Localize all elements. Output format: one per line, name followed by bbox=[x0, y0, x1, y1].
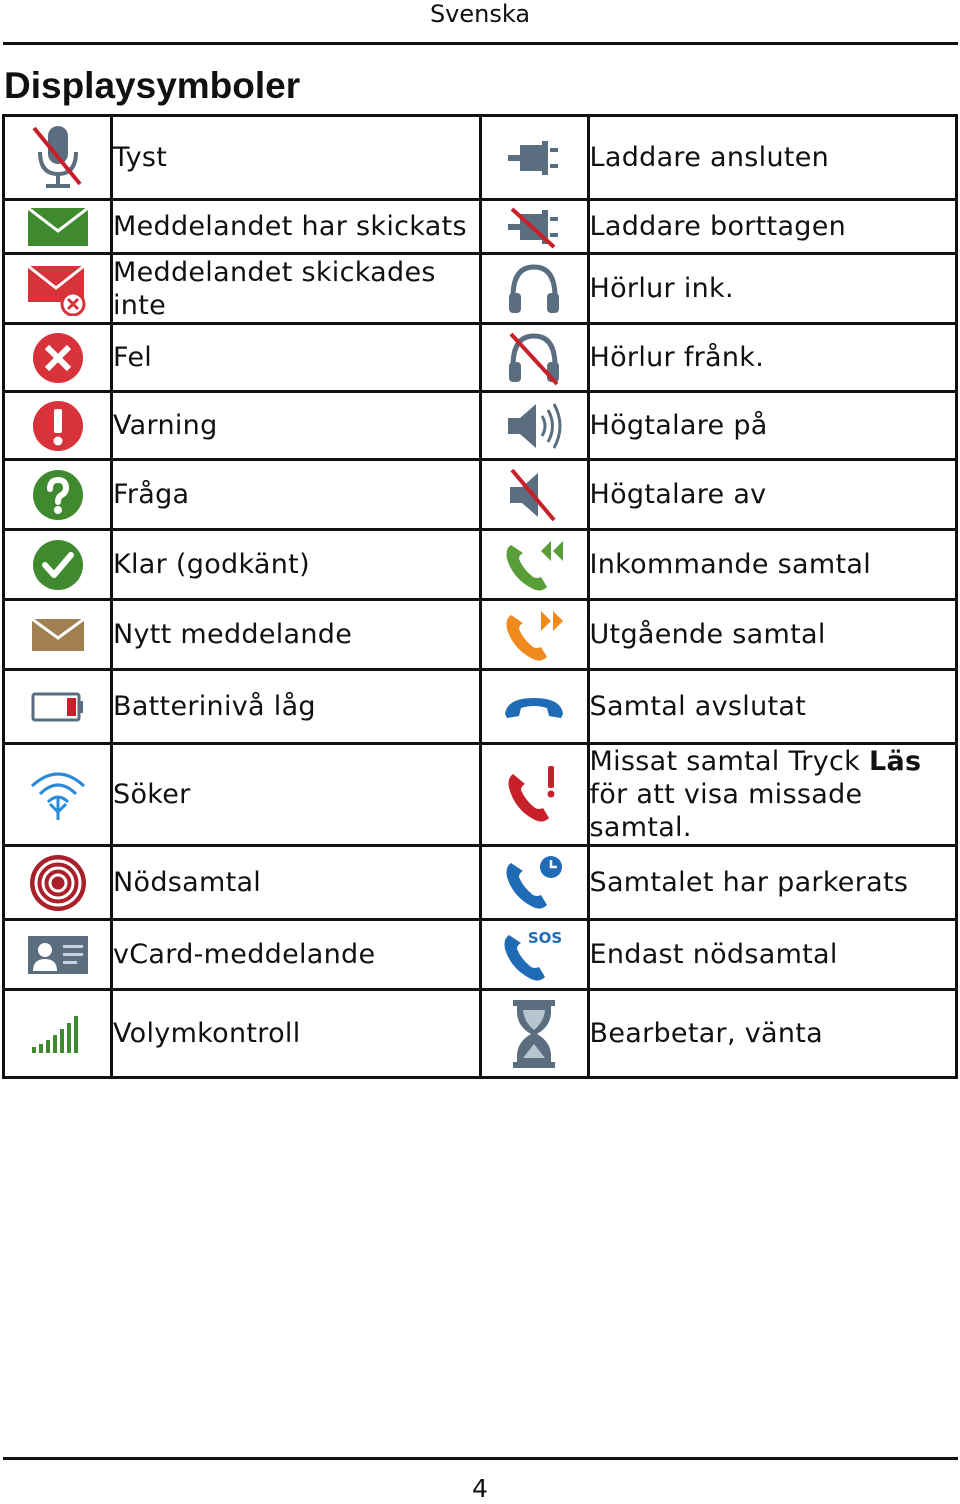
label-sos-only: Endast nödsamtal bbox=[588, 920, 957, 990]
call-ended-icon bbox=[480, 670, 588, 744]
table-row bbox=[4, 200, 957, 254]
table-row bbox=[4, 600, 957, 670]
label-message-failed: Meddelandet skickades inte bbox=[112, 254, 481, 324]
label-message-sent: Meddelandet har skickats bbox=[112, 200, 481, 254]
ok-check-icon bbox=[4, 530, 112, 600]
volume-control-icon bbox=[4, 990, 112, 1078]
incoming-call-icon bbox=[480, 530, 588, 600]
table-row bbox=[4, 744, 957, 846]
missed-call-text-end: för att visa missade samtal. bbox=[589, 779, 863, 843]
speaker-on-icon bbox=[480, 392, 588, 460]
emergency-call-icon bbox=[4, 846, 112, 920]
charger-removed-icon bbox=[480, 200, 588, 254]
message-sent-icon bbox=[4, 200, 112, 254]
mic-muted-icon bbox=[4, 116, 112, 200]
label-warning: Varning bbox=[112, 392, 481, 460]
label-question: Fråga bbox=[112, 460, 481, 530]
question-icon bbox=[4, 460, 112, 530]
table-row bbox=[4, 846, 957, 920]
table-row bbox=[4, 990, 957, 1078]
read-keyword: Läs bbox=[868, 746, 922, 777]
table-row bbox=[4, 324, 957, 392]
bottom-divider bbox=[3, 1457, 958, 1460]
headset-connected-icon bbox=[480, 254, 588, 324]
charger-connected-icon bbox=[480, 116, 588, 200]
label-searching: Söker bbox=[112, 744, 481, 846]
label-headset-connected: Hörlur ink. bbox=[588, 254, 957, 324]
table-row bbox=[4, 392, 957, 460]
warning-icon bbox=[4, 392, 112, 460]
label-incoming-call: Inkommande samtal bbox=[588, 530, 957, 600]
table-row bbox=[4, 530, 957, 600]
battery-low-icon bbox=[4, 670, 112, 744]
label-call-parked: Samtalet har parkerats bbox=[588, 846, 957, 920]
label-call-ended: Samtal avslutat bbox=[588, 670, 957, 744]
label-new-message: Nytt meddelande bbox=[112, 600, 481, 670]
sos-badge: SOS bbox=[527, 928, 563, 947]
label-speaker-off: Högtalare av bbox=[588, 460, 957, 530]
label-vcard: vCard-meddelande bbox=[112, 920, 481, 990]
call-parked-icon bbox=[480, 846, 588, 920]
sos-only-icon bbox=[480, 920, 588, 990]
symbol-table bbox=[2, 114, 958, 1079]
error-icon bbox=[4, 324, 112, 392]
headset-disconnected-icon bbox=[480, 324, 588, 392]
label-emergency-call: Nödsamtal bbox=[112, 846, 481, 920]
new-message-icon bbox=[4, 600, 112, 670]
label-error: Fel bbox=[112, 324, 481, 392]
speaker-off-icon bbox=[480, 460, 588, 530]
label-outgoing-call: Utgående samtal bbox=[588, 600, 957, 670]
header-language: Svenska bbox=[429, 0, 531, 28]
label-missed-call bbox=[588, 744, 957, 846]
vcard-icon bbox=[4, 920, 112, 990]
table-row bbox=[4, 920, 957, 990]
table-row bbox=[4, 670, 957, 744]
outgoing-call-icon bbox=[480, 600, 588, 670]
table-row bbox=[4, 254, 957, 324]
missed-call-text: Missat samtal Tryck bbox=[589, 746, 869, 777]
searching-icon bbox=[4, 744, 112, 846]
page-number: 4 bbox=[472, 1474, 488, 1503]
label-headset-disconnected: Hörlur frånk. bbox=[588, 324, 957, 392]
label-hourglass: Bearbetar, vänta bbox=[588, 990, 957, 1078]
hourglass-icon bbox=[480, 990, 588, 1078]
label-speaker-on: Högtalare på bbox=[588, 392, 957, 460]
top-divider bbox=[3, 42, 958, 45]
label-tyst: Tyst bbox=[112, 116, 481, 200]
table-row bbox=[4, 116, 957, 200]
label-ok: Klar (godkänt) bbox=[112, 530, 481, 600]
message-failed-icon bbox=[4, 254, 112, 324]
label-charger-connected: Laddare ansluten bbox=[588, 116, 957, 200]
page-title: Displaysymboler bbox=[4, 65, 301, 106]
label-battery-low: Batterinivå låg bbox=[112, 670, 481, 744]
label-charger-removed: Laddare borttagen bbox=[588, 200, 957, 254]
table-row bbox=[4, 460, 957, 530]
label-volume-control: Volymkontroll bbox=[112, 990, 481, 1078]
missed-call-icon bbox=[480, 744, 588, 846]
